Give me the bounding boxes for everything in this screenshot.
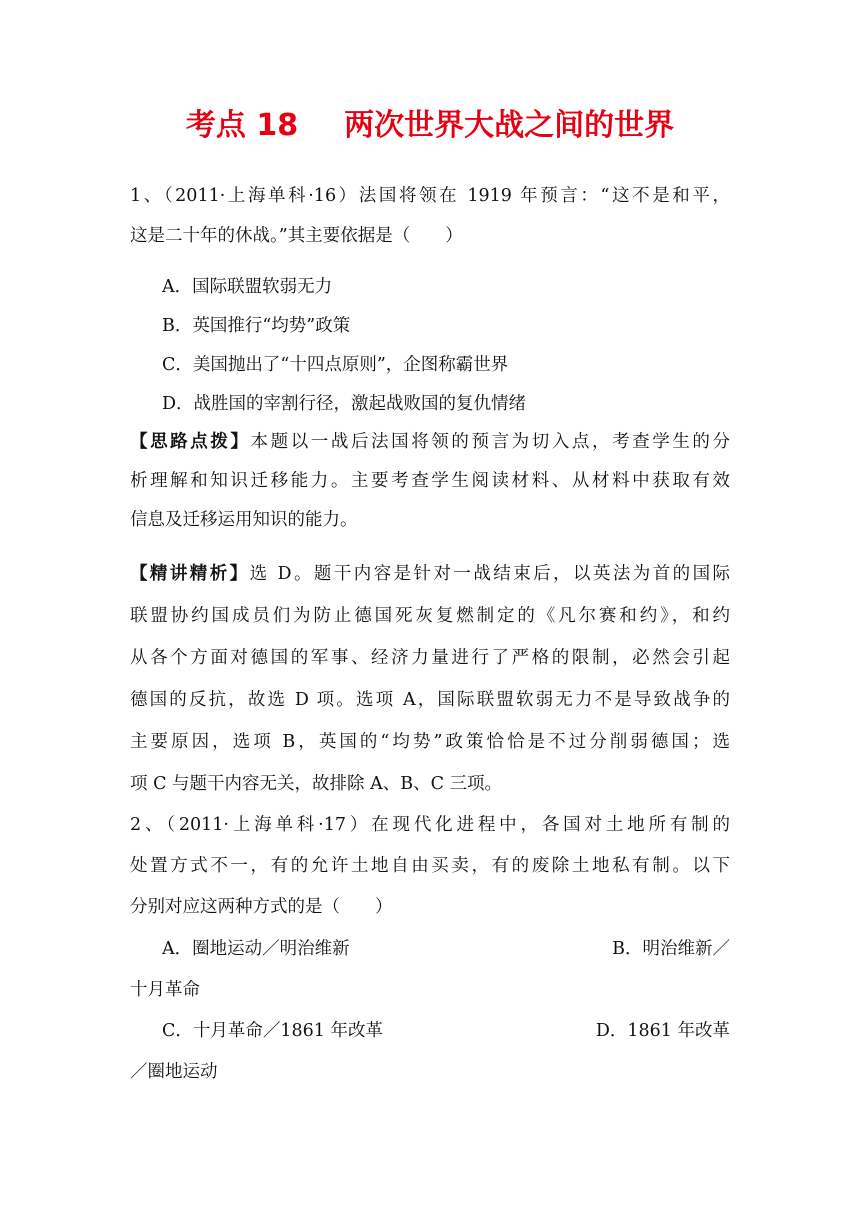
q1-stem-line-2: 这是二十年的休战。”其主要依据是（ ） xyxy=(130,226,463,246)
q2-option-b-continued: 十月革命 xyxy=(130,980,200,1000)
q1-option-d: D．战胜国的宰割行径，激起战败国的复仇情绪 xyxy=(162,394,527,414)
q1-analysis-line-2: 联盟协约国成员们为防止德国死灰复燃制定的《凡尔赛和约》，和约 xyxy=(130,606,730,626)
q2-option-c: C．十月革命／1861 年改革 xyxy=(162,1021,383,1041)
q1-analysis-line-6: 项 C 与题干内容无关，故排除 A、B、C 三项。 xyxy=(130,774,503,794)
q1-analysis-line-1: 【精讲精析】选 D。题干内容是针对一战结束后，以英法为首的国际 xyxy=(130,564,731,584)
q1-analysis-line-5: 主要原因，选项 B，英国的“均势”政策恰恰是不过分削弱德国；选 xyxy=(130,732,730,752)
q2-option-d-continued: ／圈地运动 xyxy=(130,1062,218,1082)
page-title xyxy=(0,104,860,148)
q2-option-a: A．圈地运动／明治维新 xyxy=(162,939,350,959)
q1-option-a: A．国际联盟软弱无力 xyxy=(162,277,333,297)
q1-hint-line-1: 【思路点拨】本题以一战后法国将领的预言为切入点，考查学生的分 xyxy=(130,432,731,452)
q1-analysis-line-3: 从各个方面对德国的军事、经济力量进行了严格的限制，必然会引起 xyxy=(130,648,730,668)
title-text: 两次世界大战之间的世界 xyxy=(344,108,675,143)
q2-option-b: B．明治维新／ xyxy=(612,939,730,959)
q1-stem-line-1: 1、（2011·上海单科·16）法国将领在 1919 年预言：“这不是和平， xyxy=(130,186,730,206)
title-prefix: 考点 18 xyxy=(185,108,299,143)
q1-option-c: C．美国抛出了“十四点原则”，企图称霸世界 xyxy=(162,355,509,375)
q1-hint-line-3: 信息及迁移运用知识的能力。 xyxy=(130,510,358,530)
q2-option-d: D．1861 年改革 xyxy=(595,1021,730,1041)
q2-stem-line-3: 分别对应这两种方式的是（ ） xyxy=(130,897,393,917)
q1-analysis-line-4: 德国的反抗，故选 D 项。选项 A，国际联盟软弱无力不是导致战争的 xyxy=(130,690,730,710)
hint-tag: 【思路点拨】 xyxy=(130,432,251,452)
q2-stem-line-2: 处置方式不一，有的允许土地自由买卖，有的废除土地私有制。以下 xyxy=(130,856,730,876)
q2-stem-line-1: 2、（2011·上海单科·17）在现代化进程中，各国对土地所有制的 xyxy=(130,815,730,835)
q1-option-b: B．英国推行“均势”政策 xyxy=(162,316,351,336)
analysis-tag: 【精讲精析】 xyxy=(130,564,250,584)
q1-hint-line-2: 析理解和知识迁移能力。主要考查学生阅读材料、从材料中获取有效 xyxy=(130,471,730,491)
